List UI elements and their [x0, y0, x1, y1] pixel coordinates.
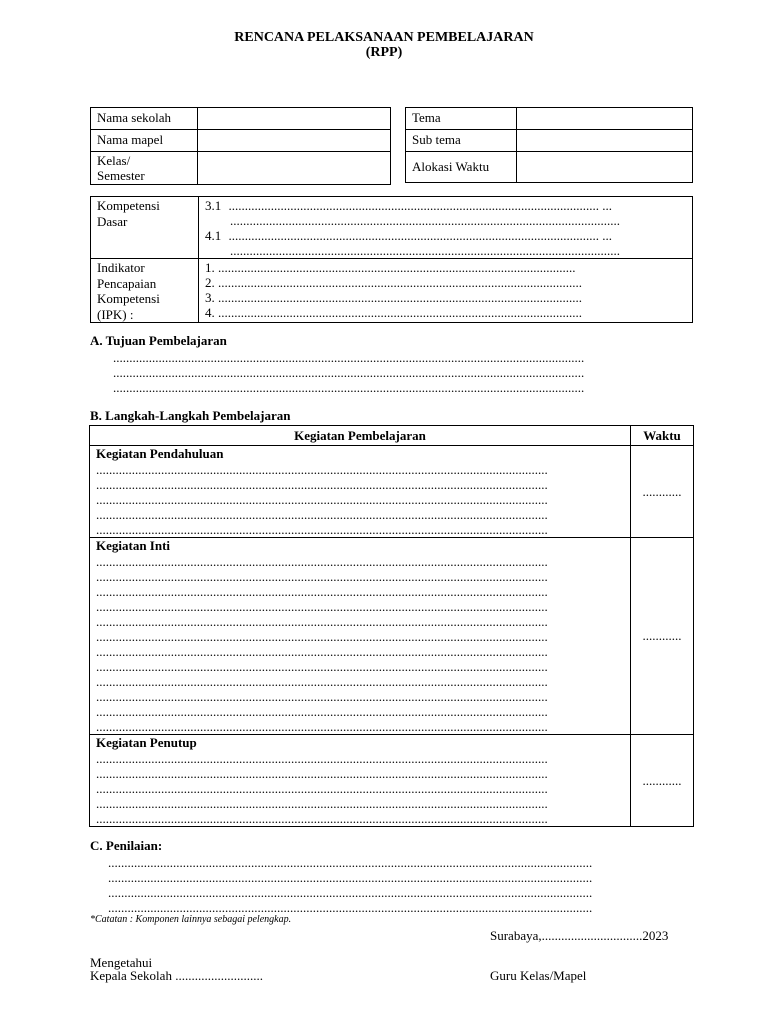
section-c-line: .....................................................................................................................................................	[108, 870, 593, 885]
document-title: RENCANA PELAKSANAAN PEMBELAJARAN	[234, 30, 534, 45]
guru-signature: Guru Kelas/Mapel	[490, 968, 587, 983]
ipk-label: Indikator Pencapaian Kompetensi (IPK) :	[91, 259, 199, 323]
info-table-left	[90, 107, 391, 185]
section-c-line: .....................................................................................................................................................	[108, 900, 593, 915]
section-a-line: .................................................................................................................................................	[113, 350, 585, 365]
section-a-line: .................................................................................................................................................	[113, 380, 585, 395]
kegiatan-pendahuluan-cell: Kegiatan Pendahuluan ........................................................................................................................................... ........................................................................................................................................... ........................................................................................................................................... ........................................................................................................................................... ...........................................................................................................................................	[90, 446, 631, 538]
langkah-table	[89, 425, 694, 827]
mengetahui-text: Mengetahui	[90, 955, 153, 970]
waktu-pendahuluan: ............	[631, 446, 694, 538]
info-table-right	[405, 107, 693, 183]
nama-mapel-label: Nama mapel	[91, 130, 198, 152]
kelas-semester-value	[198, 152, 391, 185]
alokasi-waktu-label: Alokasi Waktu	[406, 152, 517, 183]
waktu-column-header: Waktu	[631, 426, 694, 446]
section-c-line: .....................................................................................................................................................	[108, 885, 593, 900]
nama-mapel-value	[198, 130, 391, 152]
kepala-sekolah-signature: Kepala Sekolah ...........................	[90, 968, 263, 983]
kegiatan-column-header: Kegiatan Pembelajaran	[90, 426, 631, 446]
tema-label: Tema	[406, 108, 517, 130]
section-a-line: .................................................................................................................................................	[113, 365, 585, 380]
section-a-heading: A. Tujuan Pembelajaran	[90, 333, 227, 348]
section-c-line: .....................................................................................................................................................	[108, 855, 593, 870]
ipk-item: 4. ................................................................................................................	[205, 305, 582, 320]
section-c-heading: C. Penilaian:	[90, 838, 163, 853]
waktu-penutup: ............	[631, 735, 694, 827]
sub-tema-value	[517, 130, 693, 152]
place-date: Surabaya,...............................2023	[490, 928, 669, 943]
kegiatan-inti-title: Kegiatan Inti	[96, 538, 171, 553]
kd-item-3-1: 3.1 .................................................................................................................. ...	[205, 198, 612, 213]
sub-tema-label: Sub tema	[406, 130, 517, 152]
nama-sekolah-label: Nama sekolah	[91, 108, 198, 130]
kompetensi-table	[90, 196, 693, 323]
tema-value	[517, 108, 693, 130]
section-b-heading: B. Langkah-Langkah Pembelajaran	[90, 408, 291, 423]
kegiatan-penutup-cell: Kegiatan Penutup ........................................................................................................................................... ........................................................................................................................................... ........................................................................................................................................... ........................................................................................................................................... ...........................................................................................................................................	[90, 735, 631, 827]
kelas-semester-label: Kelas/ Semester	[91, 152, 198, 185]
ipk-item: 3. ................................................................................................................	[205, 290, 582, 305]
kd-item-3-1-cont: ........................................................................................................................	[230, 213, 620, 228]
kegiatan-inti-cell: Kegiatan Inti ........................................................................................................................................... ........................................................................................................................................... ........................................................................................................................................... ........................................................................................................................................... ........................................................................................................................................... ........................................................................................................................................... ........................................................................................................................................... ........................................................................................................................................... ........................................................................................................................................... ........................................................................................................................................... ........................................................................................................................................... ...........................................................................................................................................	[90, 538, 631, 735]
catatan-note: *Catatan : Komponen lainnya sebagai pelengkap.	[90, 914, 292, 925]
kompetensi-dasar-content	[199, 197, 693, 259]
kompetensi-dasar-label: Kompetensi Dasar	[91, 197, 199, 259]
kegiatan-penutup-title: Kegiatan Penutup	[96, 735, 197, 750]
alokasi-waktu-value	[517, 152, 693, 183]
kd-item-4-1: 4.1 .................................................................................................................. ...	[205, 228, 612, 243]
kegiatan-pendahuluan-title: Kegiatan Pendahuluan	[96, 446, 224, 461]
document-subtitle: (RPP)	[365, 45, 403, 60]
ipk-item: 1. ..............................................................................................................	[205, 260, 576, 275]
kd-item-4-1-cont: ........................................................................................................................	[230, 243, 620, 258]
ipk-content	[199, 259, 693, 323]
waktu-inti: ............	[631, 538, 694, 735]
nama-sekolah-value	[198, 108, 391, 130]
ipk-item: 2. ................................................................................................................	[205, 275, 582, 290]
